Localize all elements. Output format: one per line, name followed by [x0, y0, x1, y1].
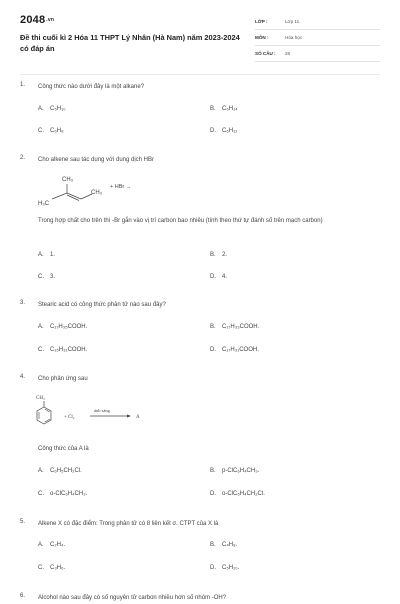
option-a[interactable]: A. C₁₇H₃₅COOH.	[38, 324, 88, 330]
ch3-right-label: CH₃	[91, 190, 103, 196]
question-text: Alcohol nào sau đây có số nguyên tử carbon nhiều hơn số nhóm -OH?	[38, 595, 227, 601]
option-b[interactable]: B. 2.	[210, 252, 228, 258]
question-text: Cho alkene sau tác dụng với dung dịch HBr	[38, 157, 155, 163]
option-a[interactable]: A. C₅H₁₀	[38, 106, 66, 112]
option-d[interactable]: D. C₁₇H₃₁COOH.	[210, 347, 259, 353]
h3c-label: H₃C	[38, 201, 50, 207]
option-d[interactable]: D. C₆H₁₂	[210, 128, 238, 134]
reagent-label: + Cl₂	[64, 415, 75, 420]
reagent-label: + HBr →	[110, 184, 132, 190]
meta-row-class: LỚP : Lớp 11	[255, 14, 380, 30]
meta-row-count: SỐ CÂU : 28	[255, 46, 380, 62]
page-header	[0, 0, 400, 72]
meta-table	[255, 14, 380, 62]
option-b[interactable]: B. C₄H₈.	[210, 542, 238, 548]
option-a[interactable]: A. C₆H₅CH₂Cl.	[38, 468, 82, 474]
toluene-reaction-diagram	[34, 391, 164, 435]
option-d[interactable]: D. 4.	[210, 274, 228, 280]
option-c[interactable]: C. C₆H₈	[38, 128, 64, 134]
option-b[interactable]: B. C₆H₁₄	[210, 106, 238, 112]
site-logo[interactable]: 2048.vn	[20, 14, 55, 26]
question-number: 2.	[20, 155, 26, 161]
option-a[interactable]: A. C₂H₄.	[38, 542, 66, 548]
question-text: Công thức nào dưới đây là một alkane?	[38, 84, 145, 90]
option-c[interactable]: C. C₁₅H₃₁COOH.	[38, 347, 88, 353]
meta-row-subject: MÔN : Hóa học	[255, 30, 380, 46]
question-number: 1.	[20, 82, 26, 88]
option-c[interactable]: C. 3.	[38, 274, 56, 280]
question-text: Công thức của A là	[38, 446, 89, 452]
alkene-structure-diagram	[34, 172, 164, 212]
question-text: Cho phản ứng sau	[38, 376, 88, 382]
ch3-label: CH₃	[36, 396, 45, 401]
ch3-top-label: CH₃	[62, 177, 74, 183]
question-text: Trong hợp chất cho trên thì -Br gắn vào vị trí carbon bao nhiêu (tính theo thứ tự đánh số trên mạch carbon)	[38, 218, 323, 224]
option-c[interactable]: C. o-ClC₆H₄CH₃.	[38, 491, 88, 497]
question-number: 3.	[20, 300, 26, 306]
option-d[interactable]: D. C₅H₁₀.	[210, 565, 240, 571]
question-text: Alkene X có đặc điểm: Trong phân tử có 8 liên kết σ. CTPT của X là	[38, 521, 219, 527]
condition-label: ánh sáng	[94, 408, 110, 413]
product-label: A	[136, 415, 140, 420]
question-number: 6.	[20, 593, 26, 599]
question-number: 4.	[20, 374, 26, 380]
option-a[interactable]: A. 1.	[38, 252, 56, 258]
option-b[interactable]: B. p-ClC₆H₄CH₃.	[210, 468, 260, 474]
question-text: Stearic acid có công thức phân tử nào sau đây?	[38, 302, 166, 308]
question-number: 5.	[20, 519, 26, 525]
option-c[interactable]: C. C₃H₆.	[38, 565, 66, 571]
header-divider	[20, 74, 380, 75]
option-b[interactable]: B. C₁₇H₃₃COOH.	[210, 324, 260, 330]
page-title: Đề thi cuối kì 2 Hóa 11 THPT Lý Nhân (Hà Nam) năm 2023-2024 có đáp án	[20, 33, 240, 53]
option-d[interactable]: D. o-ClC₆H₄CH₂Cl.	[210, 491, 265, 497]
